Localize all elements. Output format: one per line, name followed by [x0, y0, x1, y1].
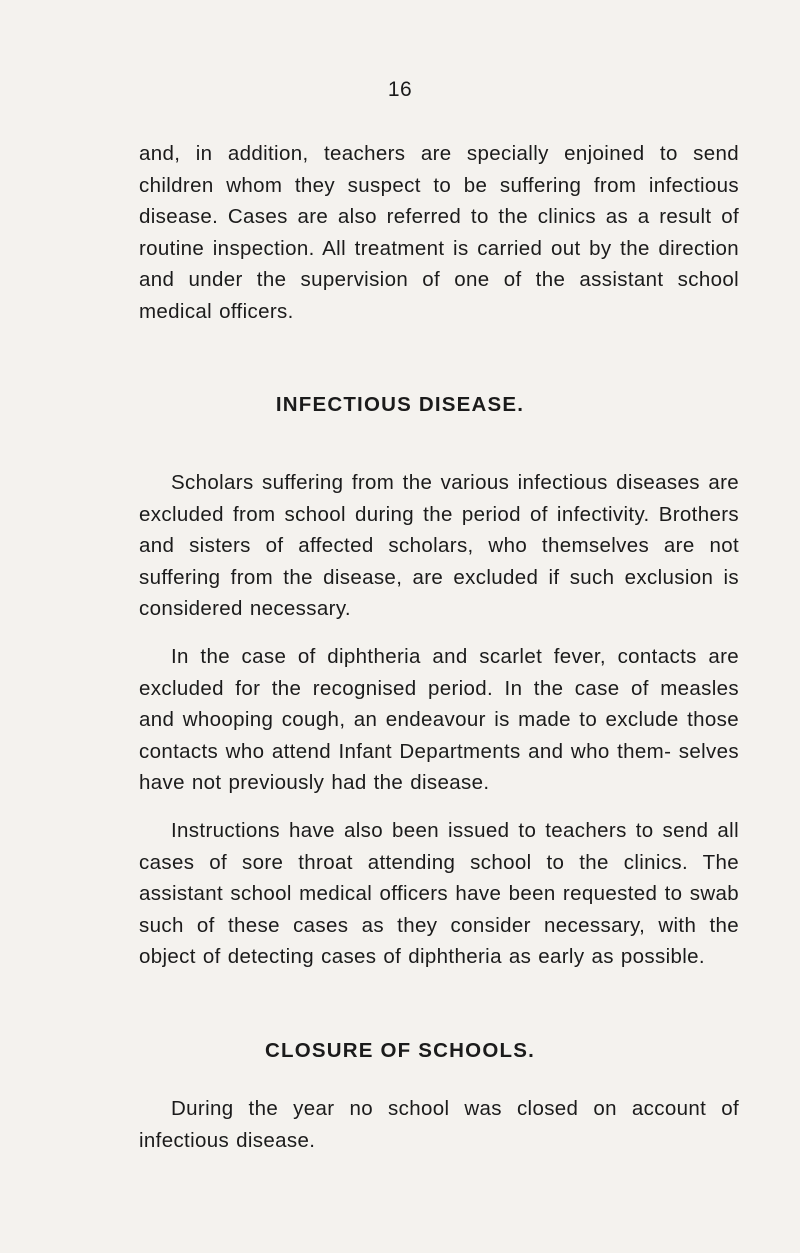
- exclusion-paragraph: [139, 467, 739, 625]
- contacts-paragraph-text: In the case of diphtheria and scarlet fever, contacts are excluded for the recognised period. In the case of measles and whooping cough, an endeavour is made to exclude those contacts who attend Infant Departments and who them- selves have not previously had the disease.: [139, 645, 739, 794]
- closure-paragraph: [139, 1093, 739, 1156]
- sore-throat-paragraph-text: Instructions have also been issued to teachers to send all cases of sore throat attending school to the clinics. The assistant school medical officers have been requested to swab such of these cases as they consider necessary, with the object of detecting cases of diphtheria as early as possible.: [139, 819, 739, 968]
- closure-of-schools-heading: CLOSURE OF SCHOOLS.: [265, 1039, 535, 1062]
- sore-throat-paragraph: [139, 815, 739, 973]
- exclusion-paragraph-text: Scholars suffering from the various infectious diseases are excluded from school during the period of infectivity. Brothers and sisters of affected scholars, who themselves are not suffering from the disease, are excluded if such exclusion is considered necessary.: [139, 471, 739, 620]
- intro-paragraph: and, in addition, teachers are specially enjoined to send children whom they suspect to be suffering from infectious disease. Cases are also referred to the clinics as a result of routine inspection. All treatment is carried out by the direction and under the supervision of one of the assistant school medical officers.: [139, 142, 739, 323]
- page-number: 16: [387, 78, 413, 101]
- infectious-disease-heading: INFECTIOUS DISEASE.: [275, 393, 525, 416]
- contacts-paragraph: [139, 641, 739, 799]
- closure-paragraph-text: During the year no school was closed on account of infectious disease.: [139, 1097, 739, 1152]
